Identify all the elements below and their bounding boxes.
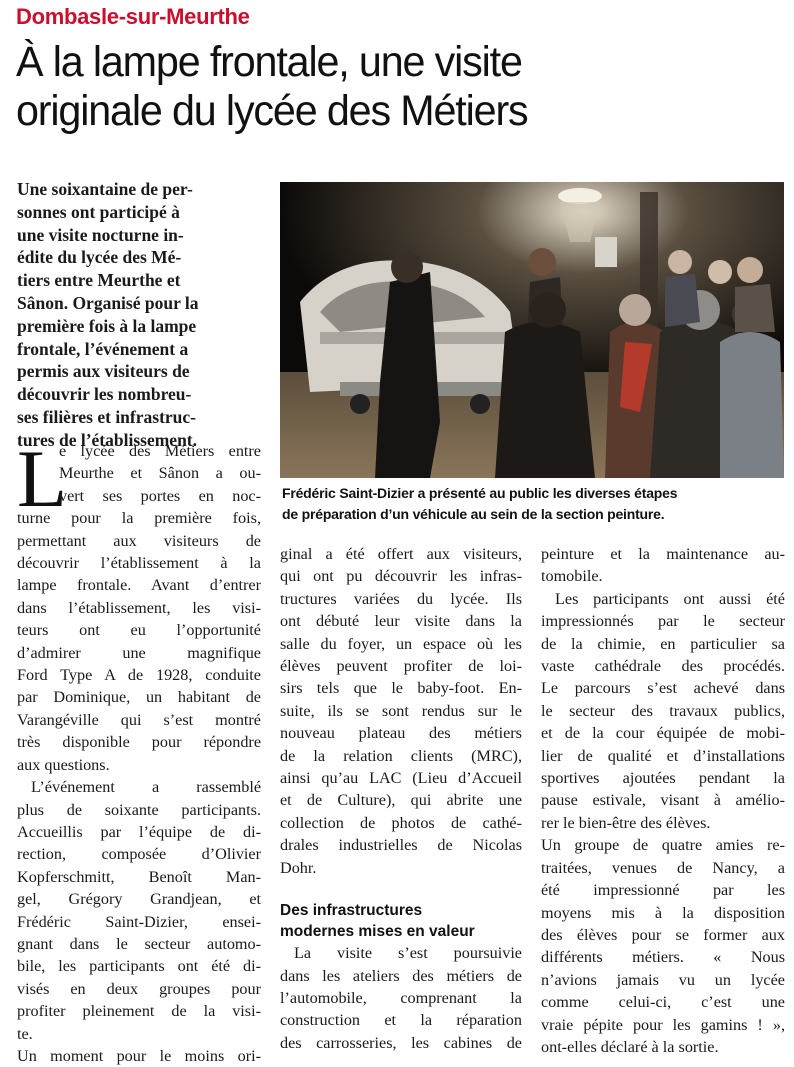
body-line: et de la cour équipée de mobi-: [541, 724, 785, 743]
body-line: gnant dans le secteur automo-: [17, 934, 261, 953]
body-line: dans l’établissement, les visi-: [17, 598, 261, 617]
lead-line: découvrir les nombreu-: [17, 384, 192, 405]
body-line: visés en deux groupes pour: [17, 979, 261, 998]
subheading: [280, 901, 522, 942]
body-line: ont débuté leur visite dans la: [280, 612, 522, 631]
body-line: L’événement a rassemblé: [31, 778, 261, 797]
body-line: moyens mis à la disposition: [541, 903, 785, 922]
body-line: suite, ils se sont rendus sur le: [280, 701, 522, 720]
drop-cap: L: [17, 433, 68, 524]
body-line: lier de qualité et d’installations: [541, 746, 785, 765]
body-line: aux questions.: [17, 755, 110, 774]
body-line: Kopferschmitt, Benoît Man-: [17, 867, 261, 886]
body-line: très disponible pour répondre: [17, 733, 261, 752]
lead-line: frontale, l’événement a: [17, 338, 189, 359]
body-line: Un groupe de quatre amies re-: [541, 836, 785, 855]
body-line: construction et la réparation: [280, 1011, 522, 1030]
lead-line: Une soixantaine de per-: [17, 179, 193, 199]
subheading-line: Des infrastructures: [280, 902, 423, 920]
workshop-photo: [280, 182, 784, 478]
body-line: Le parcours s’est achevé dans: [541, 679, 785, 698]
body-line: le secteur des travaux publics,: [541, 701, 785, 720]
body-line: bile, les participants ont été di-: [17, 957, 261, 976]
workshop-photo-illustration: [280, 182, 784, 478]
body-line: nouveau plateau des métiers: [280, 724, 522, 743]
body-line: Frédéric Saint-Dizier, ensei-: [17, 912, 261, 931]
article-column-3: [541, 543, 785, 1058]
body-line: peinture et la maintenance au-: [541, 545, 785, 563]
body-line: Les participants ont aussi été: [555, 589, 785, 608]
body-line: sportives ajoutées pendant la: [541, 769, 785, 788]
lead-line: tures de l’établissement.: [17, 429, 197, 450]
body-line: découvrir l’établissement à la: [17, 554, 261, 573]
body-line: vert ses portes en noc-: [59, 486, 261, 505]
body-line: Meurthe et Sânon a ou-: [59, 464, 261, 483]
body-line: vaste cathédrale des procédés.: [541, 657, 785, 676]
body-line: drales industrielles de Nicolas: [280, 836, 522, 855]
lead-line: première fois à la lampe: [17, 315, 197, 336]
body-line: permettant aux visiteurs de: [17, 531, 261, 550]
body-line: e lycée des Métiers entre: [59, 442, 261, 460]
section-kicker: Dombasle-sur-Meurthe: [16, 4, 250, 29]
caption-line: Frédéric Saint-Dizier a présenté au public les diverses étapes: [282, 485, 678, 501]
body-line: de la chimie, en particulier sa: [541, 634, 785, 653]
body-line: tructures variées du lycée. Ils: [280, 589, 522, 608]
lead-line: une visite nocturne in-: [17, 224, 184, 245]
body-line: vraie pépite pour les gamins ! »,: [541, 1015, 785, 1034]
body-line: des carrosseries, les cabines de: [280, 1033, 522, 1052]
body-line: turne pour la première fois,: [17, 509, 261, 528]
photo-caption: [282, 483, 787, 525]
body-line: gel, Grégory Grandjean, et: [17, 890, 261, 909]
body-line: par Dominique, un habitant de: [17, 688, 261, 707]
lead-line: édite du lycée des Mé-: [17, 247, 182, 268]
article-column-2: [280, 543, 522, 1054]
lead-line: tiers entre Meurthe et: [17, 270, 181, 291]
body-line: plus de soixante participants.: [17, 800, 261, 819]
lead-line: sonnes ont participé à: [17, 201, 180, 222]
body-line: profiter pleinement de la visi-: [17, 1002, 261, 1021]
caption-line: de préparation d’un véhicule au sein de la section peinture.: [282, 506, 665, 522]
lead-line: ses filières et infrastruc-: [17, 406, 196, 427]
body-line: des élèves pour se former aux: [541, 925, 785, 944]
body-line: salle du foyer, un espace où les: [280, 634, 522, 653]
body-line: rection, composée d’Olivier: [17, 845, 261, 864]
body-line: pause estivale, visant à amélio-: [541, 791, 785, 810]
lead-line: permis aux visiteurs de: [17, 361, 190, 382]
body-line: différents métiers. « Nous: [541, 948, 785, 967]
body-line: élèves peuvent profiter de loi-: [280, 657, 522, 676]
body-line: impressionnés par le secteur: [541, 612, 785, 631]
lead-paragraph: [17, 178, 262, 452]
body-line: qui ont pu découvrir les infras-: [280, 567, 522, 586]
headline-line: À la lampe frontale, une visite: [16, 38, 522, 86]
body-line: comme celui-ci, c’est une: [541, 993, 785, 1012]
body-line: n’avions jamais vu un lycée: [541, 970, 785, 989]
subheading-line: modernes mises en valeur: [280, 922, 475, 940]
body-line: Ford Type A de 1928, conduite: [17, 666, 261, 685]
body-line: teurs ont eu l’opportunité: [17, 621, 261, 640]
body-line: tomobile.: [541, 567, 603, 586]
body-line: collection de photos de cathé-: [280, 813, 522, 832]
body-line: été impressionné par les: [541, 881, 785, 900]
body-line: Varangéville qui s’est montré: [17, 710, 261, 729]
body-line: te.: [17, 1024, 33, 1043]
headline-line: originale du lycée des Métiers: [16, 87, 528, 135]
body-line: ainsi qu’au LAC (Lieu d’Accueil: [280, 769, 522, 788]
body-line: sirs tels que le baby-foot. En-: [280, 679, 522, 698]
body-line: et de Culture), qui abrite une: [280, 791, 522, 810]
lead-line: Sânon. Organisé pour la: [17, 292, 199, 313]
body-line: l’automobile, comprenant la: [280, 988, 522, 1007]
body-line: ginal a été offert aux visiteurs,: [280, 545, 522, 563]
body-line: de la relation clients (MRC),: [280, 746, 522, 765]
body-line: traitées, venues de Nancy, a: [541, 858, 785, 877]
body-line: dans les ateliers des métiers de: [280, 966, 522, 985]
body-line: La visite s’est poursuivie: [294, 944, 522, 963]
body-line: Un moment pour le moins ori-: [17, 1046, 261, 1065]
headline: [16, 38, 755, 136]
body-line: rer le bien-être des élèves.: [541, 813, 711, 832]
body-line: d’admirer une magnifique: [17, 643, 261, 662]
body-line: lampe frontale. Avant d’entrer: [17, 576, 261, 595]
body-line: Accueillis par l’équipe de di-: [17, 822, 261, 841]
body-line: Dohr.: [280, 858, 317, 877]
body-line: ont-elles déclaré à la sortie.: [541, 1037, 719, 1056]
